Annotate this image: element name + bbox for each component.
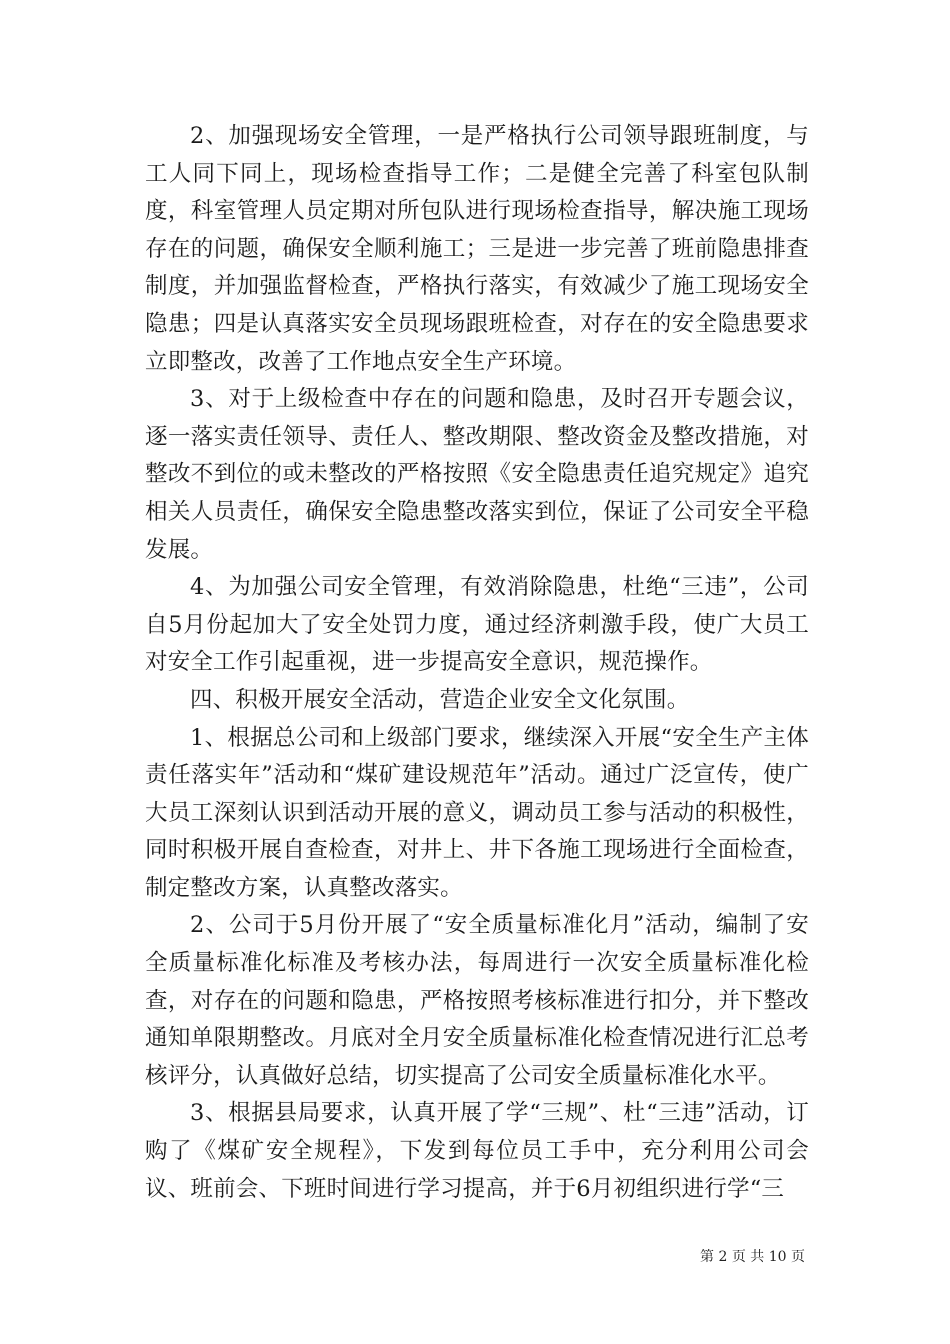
paragraph-penalties: 4、为加强公司安全管理，有效消除隐患，杜绝“三违”，公司自5月份起加大了安全处罚力度，通过经济刺激手段，使广大员工对安全工作引起重视，进一步提高安全意识，规范操作。 [145,574,809,676]
section-heading-safety-activities: 四、积极开展安全活动，营造企业安全文化氛围。 [190,686,690,713]
paragraph-three-rules: 3、根据县局要求，认真开展了学“三规”、杜“三违”活动，订购了《煤矿安全规程》，下发到每位员工手中，充分利用公司会议、班前会、下班时间进行学习提高，并于6月初组织进行学“三 [145,1100,809,1202]
document-body [145,118,809,1208]
page-number: 第 2 页 共 10 页 [700,1249,805,1265]
paragraph-inspection-issues: 3、对于上级检查中存在的问题和隐患，及时召开专题会议，逐一落实责任领导、责任人、整改期限、整改资金及整改措施，对整改不到位的或未整改的严格按照《安全隐患责任追究规定》追究相关人员责任，确保安全隐患整改落实到位，保证了公司安全平稳发展。 [145,386,809,563]
paragraph-quality-month: 2、公司于5月份开展了“安全质量标准化月”活动，编制了安全质量标准化标准及考核办法，每周进行一次安全质量标准化检查，对存在的问题和隐患，严格按照考核标准进行扣分，并下整改通知单限期整改。月底对全月安全质量标准化检查情况进行汇总考核评分，认真做好总结，切实提高了公司安全质量标准化水平。 [145,912,809,1089]
paragraph-responsibility-year: 1、根据总公司和上级部门要求，继续深入开展“安全生产主体责任落实年”活动和“煤矿建设规范年”活动。通过广泛宣传，使广大员工深刻认识到活动开展的意义，调动员工参与活动的积极性，同时积极开展自查检查，对井上、井下各施工现场进行全面检查，制定整改方案，认真整改落实。 [145,724,809,901]
paragraph-site-safety: 2、加强现场安全管理，一是严格执行公司领导跟班制度，与工人同下同上，现场检查指导工作；二是健全完善了科室包队制度，科室管理人员定期对所包队进行现场检查指导，解决施工现场存在的问题，确保安全顺利施工；三是进一步完善了班前隐患排查制度，并加强监督检查，严格执行落实，有效减少了施工现场安全隐患；四是认真落实安全员现场跟班检查，对存在的安全隐患要求立即整改，改善了工作地点安全生产环境。 [145,123,809,375]
